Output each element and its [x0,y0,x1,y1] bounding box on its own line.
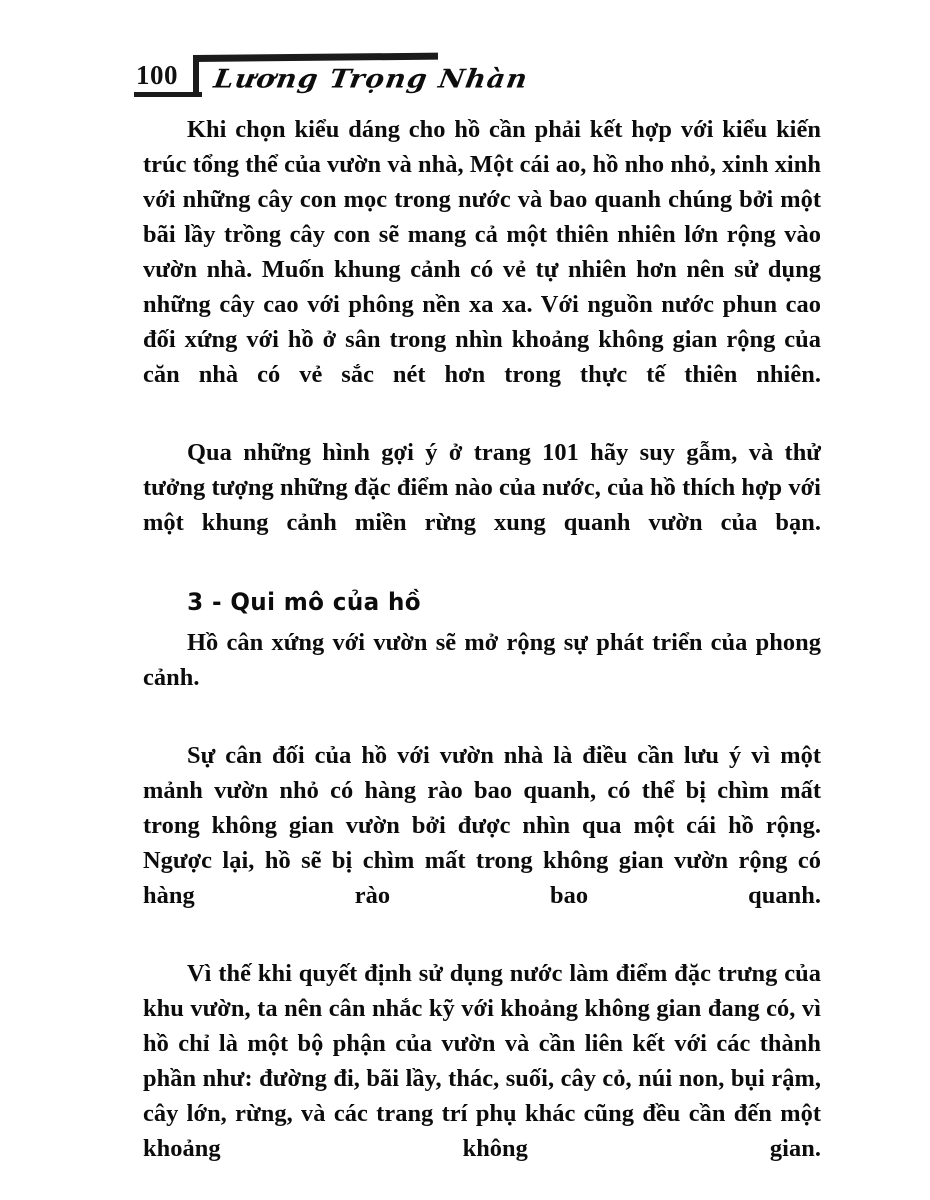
running-head-vertical-rule [193,57,199,95]
author-name: Lương Trọng Nhàn [211,63,531,94]
page-number: 100 [136,60,178,90]
paragraph: Khi chọn kiểu dáng cho hồ cần phải kết hợp với kiểu kiến trúc tổng thể của vườn và nhà, Một cái ao, hồ nho nhỏ, xinh xinh với những cây con mọc trong nước và bao quanh chúng bởi một bãi lầy trồng cây con sẽ mang cả một thiên nhiên lớn rộng vào vườn nhà. Muốn khung cảnh có vẻ tự nhiên hơn nên sử dụng những cây cao với phông nền xa xa. Với nguồn nước phun cao đối xứng với hồ ở sân trong nhìn khoảng không gian rộng của căn nhà có vẻ sắc nét hơn trong thực tế thiên nhiên. [143,116,821,388]
paragraph: Vì thế khi quyết định sử dụng nước làm điểm đặc trưng của khu vườn, ta nên cân nhắc kỹ với khoảng không gian đang có, vì hồ chỉ là một bộ phận của vườn và cần liên kết với các thành phần như: đường đi, bãi lầy, thác, suối, cây cỏ, núi non, bụi rậm, cây lớn, rừng, và các trang trí phụ khác cũng đều cần đến một khoảng không gian. [143,960,821,1162]
running-head [130,52,830,108]
paragraph: Sự cân đối của hồ với vườn nhà là điều cần lưu ý vì một mảnh vườn nhỏ có hàng rào bao quanh, có thể bị chìm mất trong không gian vườn bởi được nhìn qua một cái hồ rộng. Ngược lại, hồ sẽ bị chìm mất trong không gian vườn rộng có hàng rào bao quanh. [143,742,821,909]
body-text-column [143,112,821,1200]
page-number-underline [134,92,202,97]
running-head-horizontal-rule [193,53,438,62]
paragraph: Hồ cân xứng với vườn sẽ mở rộng sự phát triển của phong cảnh. [143,629,821,691]
paragraph: Qua những hình gợi ý ở trang 101 hãy suy gẫm, và thử tưởng tượng những đặc điểm nào của nước, của hồ thích hợp với một khung cảnh miền rừng xung quanh vườn của bạn. [143,439,821,536]
section-heading: 3 - Qui mô của hồ [187,588,421,616]
